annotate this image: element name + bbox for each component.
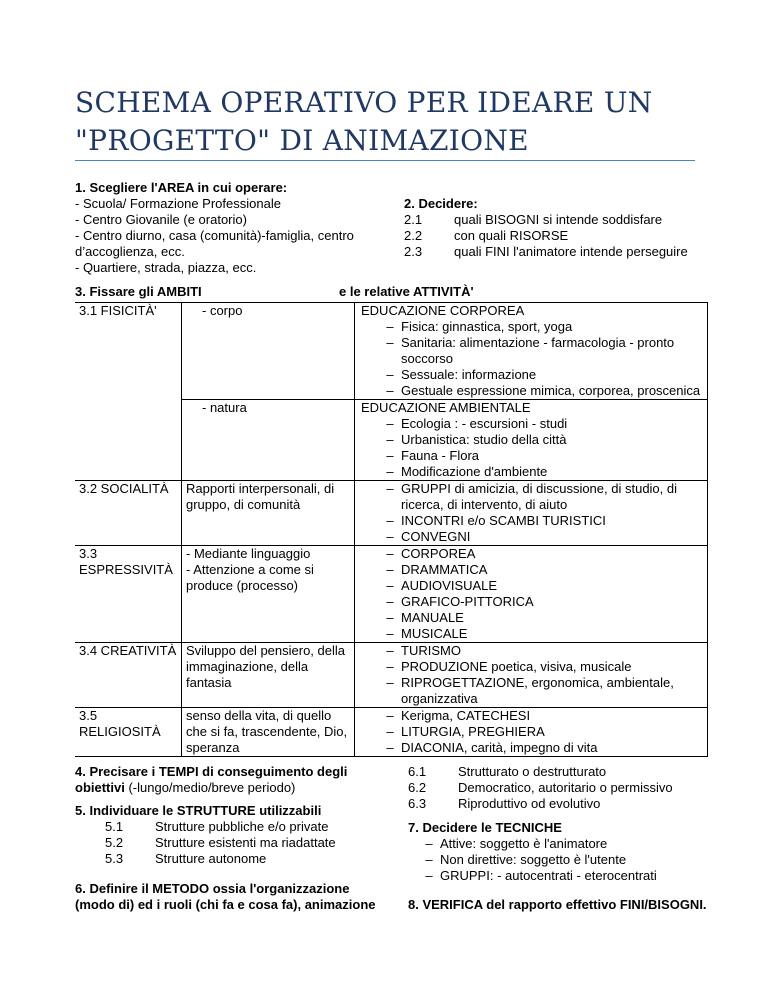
- decidere-item: [404, 212, 704, 228]
- item-number: 5.3: [105, 851, 124, 866]
- metodo-line-1: 6. Definire il METODO ossia l'organizzazione: [75, 881, 350, 896]
- activity-item: GRAFICO-PITTORICA: [401, 594, 534, 609]
- activity-item: Gestuale espressione mimica, corporea, proscenica: [401, 383, 701, 398]
- area-heading: 1. Scegliere l'AREA in cui operare:: [75, 180, 288, 195]
- metodo-line-2: (modo di) ed i ruoli (chi fa e cosa fa), animazione: [75, 897, 376, 912]
- activity-heading: EDUCAZIONE AMBIENTALE: [361, 400, 531, 415]
- section-decidere: [404, 196, 704, 260]
- modi-item: [408, 780, 708, 796]
- title-line-1: SCHEMA OPERATIVO PER IDEARE UN: [75, 86, 653, 119]
- verifica-line: 8. VERIFICA del rapporto effettivo FINI/BISOGNI.: [408, 897, 707, 912]
- tecniche-item: Attive: soggetto è l'animatore: [440, 836, 608, 851]
- activity-cell: EDUCAZIONE AMBIENTALE – Ecologia : - escursioni - studi – Urbanistica: studio della città – Fauna - Flora – Modificazione d'ambiente: [355, 400, 708, 481]
- ambito-cell: [75, 400, 182, 481]
- title-line-2: "PROGETTO" DI ANIMAZIONE: [75, 124, 529, 157]
- item-text: Strutture autonome: [155, 851, 267, 866]
- area-item: - Centro diurno, casa (comunità)-famiglia, centro: [75, 228, 354, 243]
- item-text: Strutturato o destrutturato: [458, 764, 607, 779]
- modi-item: [408, 796, 708, 812]
- ambiti-heading: 3. Fissare gli AMBITI: [75, 284, 202, 299]
- tecniche-item: GRUPPI: - autocentrati - eterocentrati: [440, 868, 657, 883]
- activity-cell: – Kerigma, CATECHESI – LITURGIA, PREGHIERA – DIACONIA, carità, impegno di vita: [355, 708, 708, 757]
- activity-cell: – CORPOREA – DRAMMATICA – AUDIOVISUALE – GRAFICO-PITTORICA – MANUALE – MUSICALE: [355, 546, 708, 643]
- activity-item: Sessuale: informazione: [401, 367, 537, 382]
- section-metodo: [75, 881, 405, 913]
- item-number: 5.2: [105, 835, 124, 850]
- area-item: - Quartiere, strada, piazza, ecc.: [75, 260, 257, 275]
- activity-item: LITURGIA, PREGHIERA: [401, 724, 545, 739]
- ambito-cell: 3.4 CREATIVITÀ: [75, 643, 182, 708]
- activity-item: GRUPPI di amicizia, di discussione, di studio, di ricerca, di intervento, di aiuto: [401, 481, 678, 512]
- item-text: quali BISOGNI si intende soddisfare: [454, 212, 663, 227]
- item-text: quali FINI l'animatore intende perseguire: [454, 244, 688, 259]
- tempi-detail: (-lungo/medio/breve periodo): [124, 780, 296, 795]
- activity-heading: EDUCAZIONE CORPOREA: [361, 303, 525, 318]
- activity-item: MANUALE: [401, 610, 464, 625]
- activity-cell: – GRUPPI di amicizia, di discussione, di studio, di ricerca, di intervento, di aiuto – INCONTRI e/o SCAMBI TURISTICI – CONVEGNI: [355, 481, 708, 546]
- activity-item: TURISMO: [401, 643, 461, 658]
- decidere-item: [404, 244, 704, 260]
- table-row: [75, 708, 708, 757]
- activity-item: Kerigma, CATECHESI: [401, 708, 531, 723]
- strutture-heading: 5. Individuare le STRUTTURE utilizzabili: [75, 803, 322, 818]
- activity-item: Modificazione d'ambiente: [401, 464, 548, 479]
- activity-item: Fauna - Flora: [401, 448, 480, 463]
- strutture-item: [75, 851, 395, 867]
- area-item: d’accoglienza, ecc.: [75, 244, 185, 259]
- modi-item: [408, 764, 708, 780]
- activity-item: PRODUZIONE poetica, visiva, musicale: [401, 659, 632, 674]
- sub-cell: - Mediante linguaggio - Attenzione a come si produce (processo): [182, 546, 355, 643]
- activity-item: AUDIOVISUALE: [401, 578, 498, 593]
- sub-cell: - natura: [182, 400, 355, 481]
- item-number: 5.1: [105, 819, 124, 834]
- sub-cell: Rapporti interpersonali, di gruppo, di comunità: [182, 481, 355, 546]
- item-text: Democratico, autoritario o permissivo: [458, 780, 673, 795]
- section-tecniche: 7. Decidere le TECNICHE – Attive: soggetto è l'animatore – Non direttive: soggetto è l'utente – GRUPPI: - autocentrati - eterocentrati: [408, 820, 708, 884]
- table-row: [75, 400, 708, 481]
- section-strutture: [75, 803, 395, 867]
- section-area: [75, 180, 395, 276]
- attivita-heading: e le relative ATTIVITÀ': [339, 284, 474, 299]
- activity-item: CORPOREA: [401, 546, 476, 561]
- item-text: Strutture pubbliche e/o private: [155, 819, 329, 834]
- table-row: [75, 546, 708, 643]
- tecniche-item: Non direttive: soggetto è l'utente: [440, 852, 627, 867]
- item-number: 2.3: [404, 244, 423, 259]
- item-text: Strutture esistenti ma riadattate: [155, 835, 336, 850]
- item-number: 6.1: [408, 764, 427, 779]
- item-text: con quali RISORSE: [454, 228, 569, 243]
- section-tempi: [75, 764, 395, 796]
- ambito-cell: 3.5 RELIGIOSITÀ: [75, 708, 182, 757]
- tempi-heading-1: 4. Precisare i TEMPI di conseguimento degli: [75, 764, 348, 779]
- table-row: [75, 481, 708, 546]
- table-row: [75, 643, 708, 708]
- item-number: 2.2: [404, 228, 423, 243]
- decidere-heading: 2. Decidere:: [404, 196, 478, 211]
- activity-item: DRAMMATICA: [401, 562, 488, 577]
- activity-item: INCONTRI e/o SCAMBI TURISTICI: [401, 513, 606, 528]
- sub-cell: senso della vita, di quello che si fa, trascendente, Dio, speranza: [182, 708, 355, 757]
- item-number: 6.3: [408, 796, 427, 811]
- tempi-heading-2: obiettivi: [75, 780, 125, 795]
- page-title: [75, 84, 715, 160]
- activity-item: Urbanistica: studio della città: [401, 432, 567, 447]
- ambito-cell: 3.1 FISICITÀ': [75, 303, 182, 400]
- activity-cell: – TURISMO – PRODUZIONE poetica, visiva, musicale – RIPROGETTAZIONE, ergonomica, ambientale, organizzativa: [355, 643, 708, 708]
- table-row: [75, 303, 708, 400]
- area-item: - Centro Giovanile (e oratorio): [75, 212, 247, 227]
- decidere-item: [404, 228, 704, 244]
- activity-item: DIACONIA, carità, impegno di vita: [401, 740, 598, 755]
- ambito-cell: 3.3 ESPRESSIVITÀ: [75, 546, 182, 643]
- activity-item: RIPROGETTAZIONE, ergonomica, ambientale, organizzativa: [401, 675, 674, 706]
- title-underline: [75, 160, 695, 161]
- item-text: Riproduttivo od evolutivo: [458, 796, 601, 811]
- item-number: 2.1: [404, 212, 423, 227]
- activity-item: MUSICALE: [401, 626, 468, 641]
- activity-item: CONVEGNI: [401, 529, 471, 544]
- activity-cell: EDUCAZIONE CORPOREA – Fisica: ginnastica, sport, yoga – Sanitaria: alimentazione - farmacologia - pronto soccorso – Sessuale: informazione – Gestuale espressione mimica, corporea, proscenica: [355, 303, 708, 400]
- section-modi: [408, 764, 708, 812]
- area-item: - Scuola/ Formazione Professionale: [75, 196, 281, 211]
- activity-item: Ecologia : - escursioni - studi: [401, 416, 568, 431]
- activity-item: Sanitaria: alimentazione - farmacologia - pronto soccorso: [401, 335, 675, 366]
- activity-item: Fisica: ginnastica, sport, yoga: [401, 319, 573, 334]
- sub-cell: Sviluppo del pensiero, della immaginazione, della fantasia: [182, 643, 355, 708]
- strutture-item: [75, 819, 395, 835]
- item-number: 6.2: [408, 780, 427, 795]
- tecniche-heading: 7. Decidere le TECNICHE: [408, 820, 562, 835]
- sub-cell: - corpo: [182, 303, 355, 400]
- ambiti-table: [75, 302, 708, 757]
- ambito-cell: 3.2 SOCIALITÀ: [75, 481, 182, 546]
- strutture-item: [75, 835, 395, 851]
